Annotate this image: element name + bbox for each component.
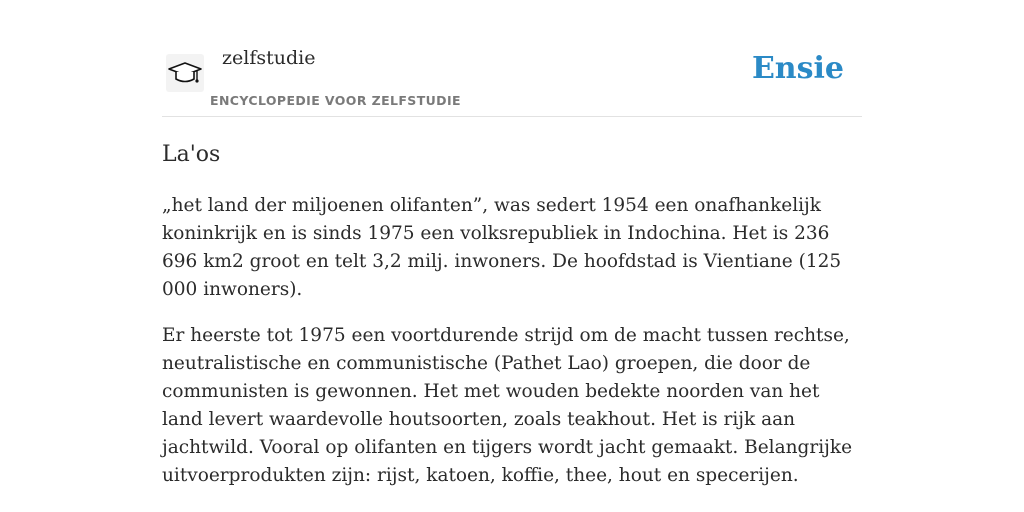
article-paragraph: Er heerste tot 1975 een voortdurende strijd om de macht tussen rechtse, neutralistische en communistische (Pathet Lao) groepen, die door de communisten is gewonnen. Het met wouden bedekte noorden van het land levert waardevolle houtsoorten, zoals teakhout. Het is rijk aan jachtwild. Vooral op olifanten en tijgers wordt jacht gemaakt. Belangrijke uitvoerprodukten zijn: rijst, katoen, koffie, thee, hout en specerijen. <box>162 325 853 486</box>
graduation-cap-icon[interactable] <box>166 54 204 92</box>
site-header <box>162 0 862 117</box>
article-title: La'os <box>162 142 221 167</box>
site-name[interactable]: zelfstudie <box>222 47 316 69</box>
page <box>162 0 862 486</box>
brand-logo[interactable]: Ensie <box>751 51 844 86</box>
article-body <box>162 192 862 508</box>
site-tagline: ENCYCLOPEDIE VOOR ZELFSTUDIE <box>210 93 461 108</box>
article-paragraph: „het land der miljoenen olifanten”, was sedert 1954 een onafhankelijk koninkrijk en is sinds 1975 een volksrepubliek in Indochina. Het is 236 696 km2 groot en telt 3,2 milj. inwoners. De hoofdstad is Vientiane (125 000 inwoners). <box>162 195 842 300</box>
